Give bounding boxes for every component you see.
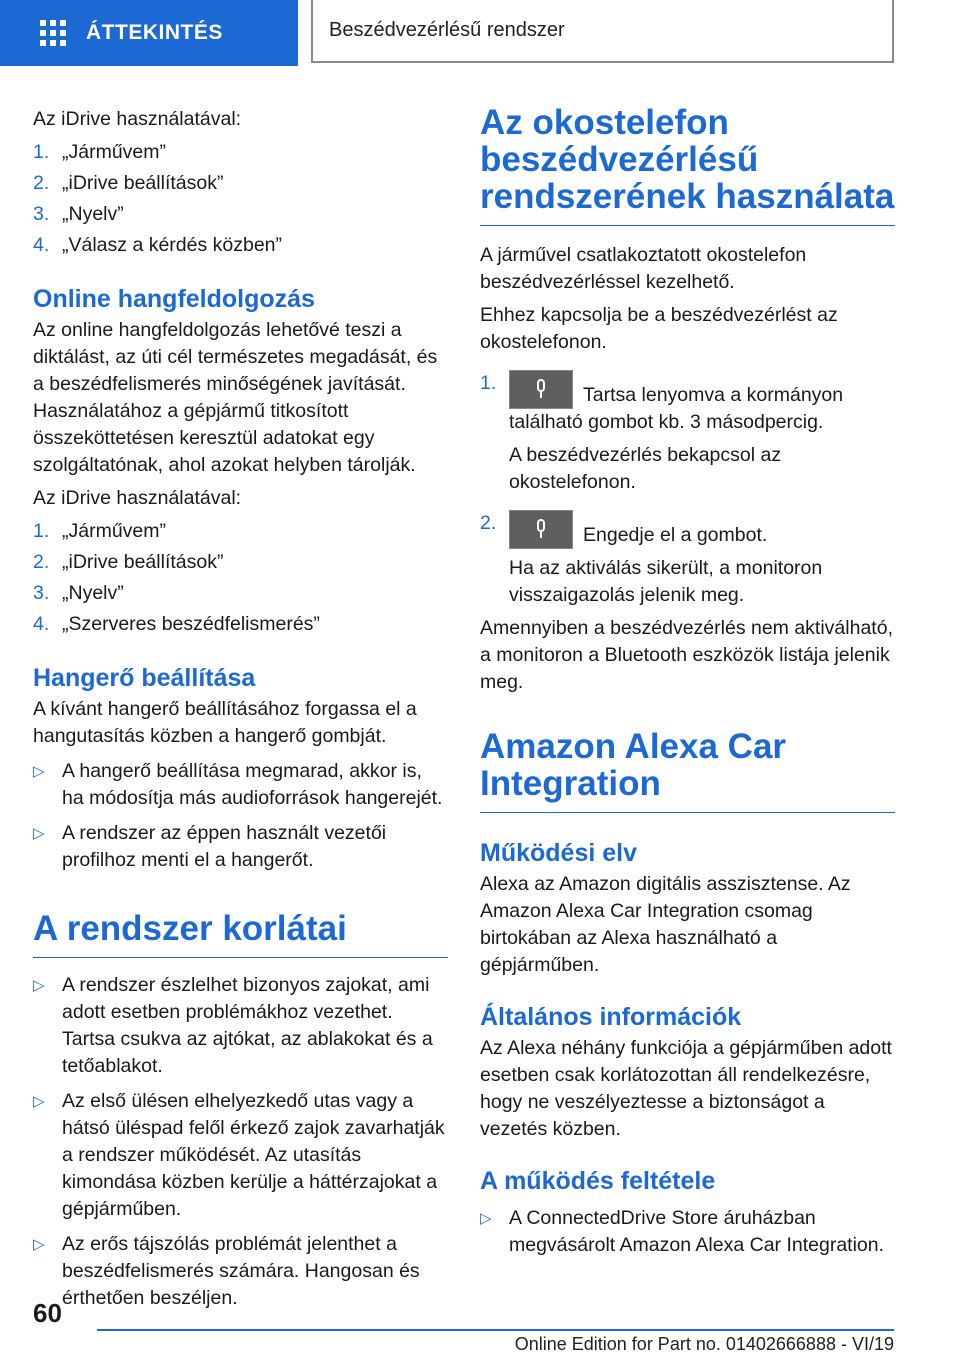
left-column [33,100,448,1312]
list-item: 3. „Nyelv” [33,582,124,604]
footer-divider [97,1329,894,1331]
step-2-result: Ha az aktiválás sikerült, a monitoron visszaigazolás jelenik meg. [509,557,823,606]
intro-text: Az iDrive használatával: [33,108,242,130]
tab-overview-label: ÁTTEKINTÉS [86,21,223,44]
list-item: 2. „iDrive beállítások” [33,551,224,573]
heading-volume: Hangerő beállítása [33,664,256,692]
condition-bullets [480,1205,895,1259]
tab-overview[interactable] [0,0,298,66]
settings-list-2 [33,518,448,638]
microphone-button-icon [509,510,573,549]
list-item: 4. „Válasz a kérdés közben” [33,234,283,256]
list-item: ▷ Az első ülésen elhelyezkedő utas vagy a hátsó üléspad felől érkező zajok zavarhatják a rendszer működését. Az utasítás kimondása közben kerülje a háttérzajokat a gépjárműben. [33,1088,448,1223]
step-1-result: A beszédvezérlés bekapcsol az okostelefonon. [509,444,782,493]
heading-limits: A rendszer korlátai [33,910,448,958]
page-number: 60 [33,1298,62,1328]
phone-text-1: A járművel csatlakoztatott okostelefon beszédvezérléssel kezelhető. [480,244,807,293]
bullet-icon: ▷ [33,1236,45,1253]
list-item: ▷ A rendszer az éppen használt vezetői profilhoz menti el a hangerőt. [33,820,448,874]
list-item: 1. „Járművem” [33,141,167,163]
bullet-icon: ▷ [33,1093,45,1110]
bullet-icon: ▷ [33,763,45,780]
heading-online: Online hangfeldolgozás [33,285,315,313]
list-item: 3. „Nyelv” [33,203,124,225]
online-text: Az online hangfeldolgozás lehetővé teszi a diktálást, az úti cél természetes megadását, és a beszédfelismerés minőségének javítását. Használatához a gépjármű titkosított összeköttetésen keresztül adatokat egy szolgáltatónak, ahol azokat helyben tárolják. [33,319,438,476]
list-item: 4. „Szerveres beszédfelismerés” [33,613,320,635]
intro-text-2: Az iDrive használatával: [33,487,242,509]
heading-general: Általános információk [480,1003,742,1031]
tab-current-section[interactable]: Beszédvezérlésű rendszer [311,0,894,63]
phone-text-2: Ehhez kapcsolja be a beszédvezérlést az okostelefonon. [480,304,838,353]
volume-bullets [33,758,448,874]
volume-text: A kívánt hangerő beállításához forgassa el a hangutasítás közben a hangerő gombját. [33,698,417,747]
list-item: 2. „iDrive beállítások” [33,172,224,194]
edition-text: Online Edition for Part no. 01402666888 - VI/19 [514,1334,894,1354]
heading-condition: A működés feltétele [480,1167,716,1195]
list-item: ▷ A rendszer észlelhet bizonyos zajokat, ami adott esetben problémákhoz vezethet. Tartsa csukva az ajtókat, az ablakokat és a tetőablakot. [33,972,448,1080]
phone-text-3: Amennyiben a beszédvezérlés nem aktiválható, a monitoron a Bluetooth eszközök listája jelenik meg. [480,617,893,693]
list-item: 1. „Járművem” [33,520,167,542]
header [0,0,960,66]
bullet-icon: ▷ [33,825,45,842]
principle-text: Alexa az Amazon digitális asszisztense. Az Amazon Alexa Car Integration csomag birtokában az Alexa használható a gépjárműben. [480,873,851,976]
limit-bullets [33,972,448,1312]
list-item: ▷ A ConnectedDrive Store áruházban megvásárolt Amazon Alexa Car Integration. [480,1205,895,1259]
bullet-icon: ▷ [480,1210,492,1227]
list-item: ▷ Az erős tájszólás problémát jelenthet a beszédfelismerés számára. Hangosan és érthetően beszéljen. [33,1231,448,1312]
bullet-icon: ▷ [33,977,45,994]
general-text: Az Alexa néhány funkciója a gépjárműben adott esetben csak korlátozottan áll rendelkezésre, hogy ne veszélyeztesse a biztonságot a vezetés közben. [480,1037,892,1140]
grid-icon [40,20,66,46]
settings-list-1 [33,139,448,259]
list-item: ▷ A hangerő beállítása megmarad, akkor is, ha módosítja más audioforrások hangerejét. [33,758,448,812]
step-1: 1. Tartsa lenyomva a kormányon található gombot kb. 3 másodpercig. [480,372,844,433]
heading-alexa: Amazon Alexa Car Integration [480,728,895,813]
microphone-button-icon [509,370,573,409]
step-2: 2. Engedje el a gombot. [480,510,895,549]
heading-principle: Működési elv [480,839,637,867]
right-column [480,100,895,1259]
heading-phone: Az okostelefon beszédvezérlésű rendszerének használata [480,104,895,226]
